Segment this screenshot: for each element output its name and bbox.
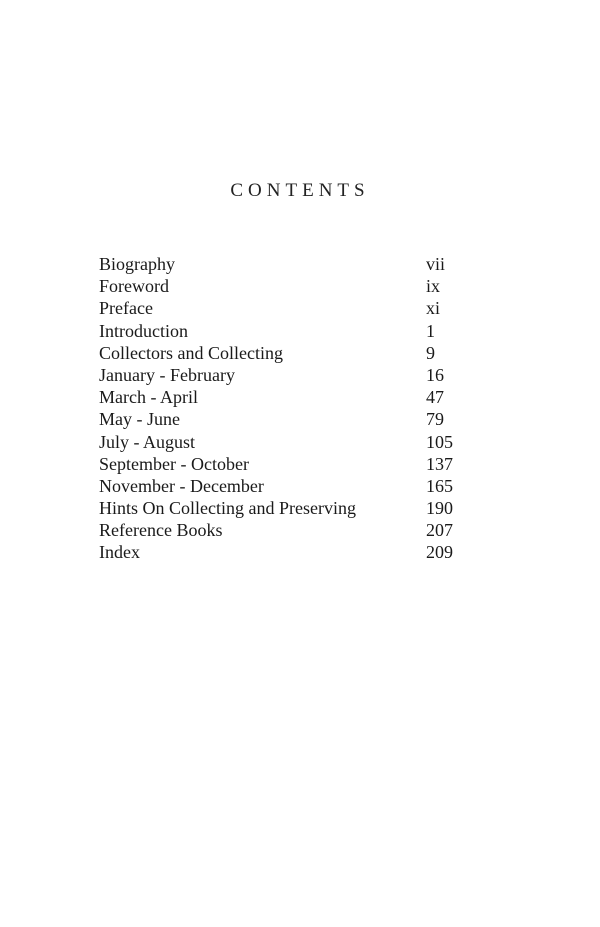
toc-entry <box>99 253 479 275</box>
toc-entry <box>99 497 479 519</box>
toc-entry-title: Introduction <box>99 320 188 341</box>
toc-entry-title: Biography <box>99 254 175 274</box>
toc-entry-page: 1 <box>426 320 435 341</box>
toc-entry <box>99 453 479 475</box>
toc-entry <box>99 364 479 386</box>
toc-entry-page: 47 <box>426 387 444 408</box>
toc-entry-title: March - April <box>99 387 198 408</box>
toc-entry-page: 9 <box>426 342 435 363</box>
toc-entry-title: Reference Books <box>99 520 223 541</box>
toc-entry <box>99 408 479 430</box>
toc-entry <box>99 431 479 453</box>
toc-entry <box>99 541 479 563</box>
toc-entry-page: 79 <box>426 409 444 430</box>
page-title: CONTENTS <box>230 180 370 201</box>
toc-entry-title: July - August <box>99 431 196 452</box>
toc-entry-title: Hints On Collecting and Preserving <box>99 498 356 519</box>
toc-entry-title: January - February <box>99 364 235 385</box>
toc-entry-title: Index <box>99 542 140 563</box>
toc-entry-page: 165 <box>426 475 453 496</box>
toc-entry <box>99 519 479 541</box>
toc-entry-title: November - December <box>99 475 264 496</box>
toc-entry <box>99 275 479 297</box>
toc-entry-title: September - October <box>99 453 249 474</box>
toc-entry-page: xi <box>426 298 441 319</box>
toc-entry <box>99 320 479 342</box>
toc-entry-page: ix <box>426 276 441 297</box>
toc-entry-title: May - June <box>99 409 180 430</box>
toc-entry <box>99 475 479 497</box>
toc-entry-page: 190 <box>426 498 453 519</box>
toc-entry-page: 105 <box>426 431 453 452</box>
table-of-contents <box>99 253 479 564</box>
toc-entry-title: Foreword <box>99 276 169 297</box>
toc-entry-page: 207 <box>426 520 453 541</box>
toc-entry-page: 16 <box>426 364 444 385</box>
toc-entry-page: 137 <box>426 453 453 474</box>
toc-entry-page: vii <box>426 254 446 274</box>
toc-entry-title: Preface <box>99 298 153 319</box>
toc-entry <box>99 386 479 408</box>
toc-entry <box>99 297 479 319</box>
toc-entry-page: 209 <box>426 542 453 563</box>
toc-entry-title: Collectors and Collecting <box>99 342 283 363</box>
toc-entry <box>99 342 479 364</box>
